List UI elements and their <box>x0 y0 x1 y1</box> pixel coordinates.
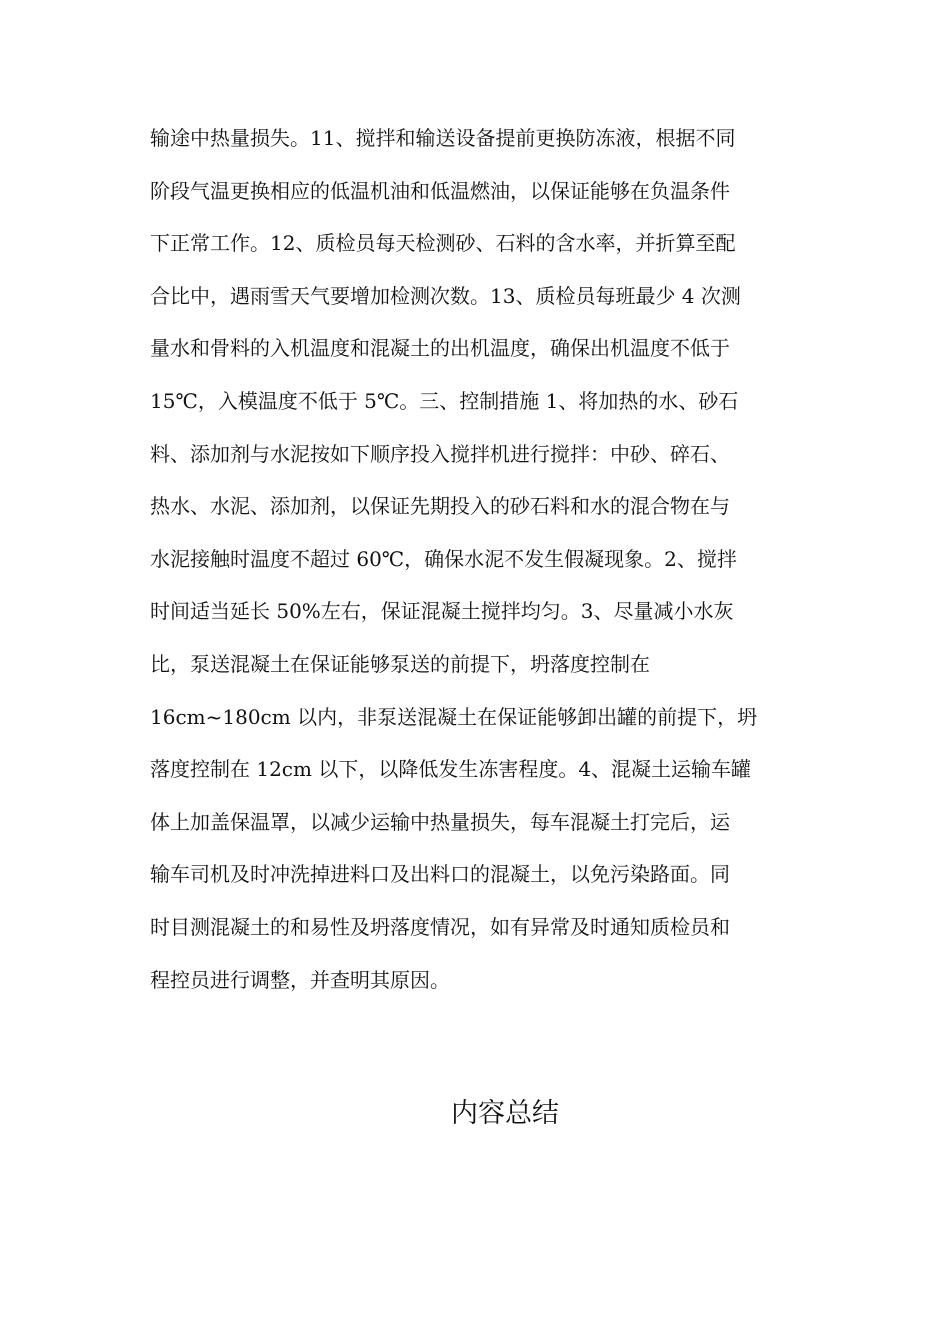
text-line: 16cm~180cm 以内，非泵送混凝土在保证能够卸出罐的前提下，坍 <box>150 704 758 729</box>
body-paragraph <box>150 112 802 1006</box>
text-line: 水泥接触时温度不超过 60℃，确保水泥不发生假凝现象。2、搅拌 <box>150 546 737 571</box>
text-line: 量水和骨料的入机温度和混凝土的出机温度，确保出机温度不低于 <box>150 336 730 361</box>
text-line: 阶段气温更换相应的低温机油和低温燃油，以保证能够在负温条件 <box>150 178 730 203</box>
text-line: 15℃，入模温度不低于 5℃。三、控制措施 1、将加热的水、砂石 <box>150 388 739 413</box>
summary-heading: 内容总结 <box>451 1098 559 1129</box>
text-line: 比，泵送混凝土在保证能够泵送的前提下，坍落度控制在 <box>150 651 650 676</box>
text-line: 落度控制在 12cm 以下，以降低发生冻害程度。4、混凝土运输车罐 <box>150 757 752 782</box>
text-line: 时间适当延长 50%左右，保证混凝土搅拌均匀。3、尽量减小水灰 <box>150 599 734 624</box>
text-line: 热水、水泥、添加剂，以保证先期投入的砂石料和水的混合物在与 <box>150 494 730 519</box>
text-line: 下正常工作。12、质检员每天检测砂、石料的含水率，并折算至配 <box>150 231 736 256</box>
text-line: 体上加盖保温罩，以减少运输中热量损失，每车混凝土打完后，运 <box>150 809 730 834</box>
text-line: 程控员进行调整，并查明其原因。 <box>150 967 450 992</box>
text-line: 合比中，遇雨雪天气要增加检测次数。13、质检员每班最少 4 次测 <box>150 283 741 308</box>
text-line: 料、添加剂与水泥按如下顺序投入搅拌机进行搅拌：中砂、碎石、 <box>150 441 730 466</box>
text-line: 时目测混凝土的和易性及坍落度情况，如有异常及时通知质检员和 <box>150 914 730 939</box>
text-line: 输车司机及时冲洗掉进料口及出料口的混凝土，以免污染路面。同 <box>150 862 730 887</box>
text-line: 输途中热量损失。11、搅拌和输送设备提前更换防冻液，根据不同 <box>150 126 736 150</box>
